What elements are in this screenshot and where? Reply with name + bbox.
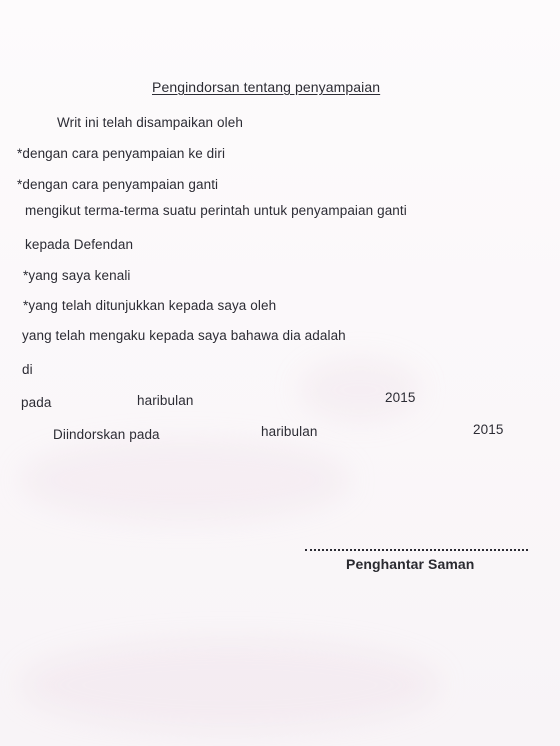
date-year: 2015 [385,390,416,405]
signature-line [305,549,528,551]
text-line-admitted: yang telah mengaku kepada saya bahawa dia adalah [22,328,346,343]
text-line-identified-by: *yang telah ditunjukkan kepada saya oleh [23,298,277,313]
text-line-known: *yang saya kenali [23,268,131,283]
date-label-on: pada [21,395,52,410]
date-label-day: haribulan [137,393,194,408]
endorsed-day-label: haribulan [261,424,318,439]
text-line-defendant: kepada Defendan [25,237,134,252]
text-line-writ: Writ ini telah disampaikan oleh [57,115,243,130]
endorsed-label: Diindorskan pada [53,427,160,442]
endorsed-year: 2015 [473,422,504,437]
signature-label: Penghantar Saman [346,556,475,572]
document-title: Pengindorsan tentang penyampaian [152,79,381,95]
text-line-terms: mengikut terma-terma suatu perintah untuk penyampaian ganti [25,203,407,218]
text-line-personal-service: *dengan cara penyampaian ke diri [17,146,226,161]
text-line-substituted-service: *dengan cara penyampaian ganti [17,177,219,192]
scan-smudge [20,440,350,520]
scan-smudge [20,640,440,730]
text-line-at: di [22,362,33,377]
